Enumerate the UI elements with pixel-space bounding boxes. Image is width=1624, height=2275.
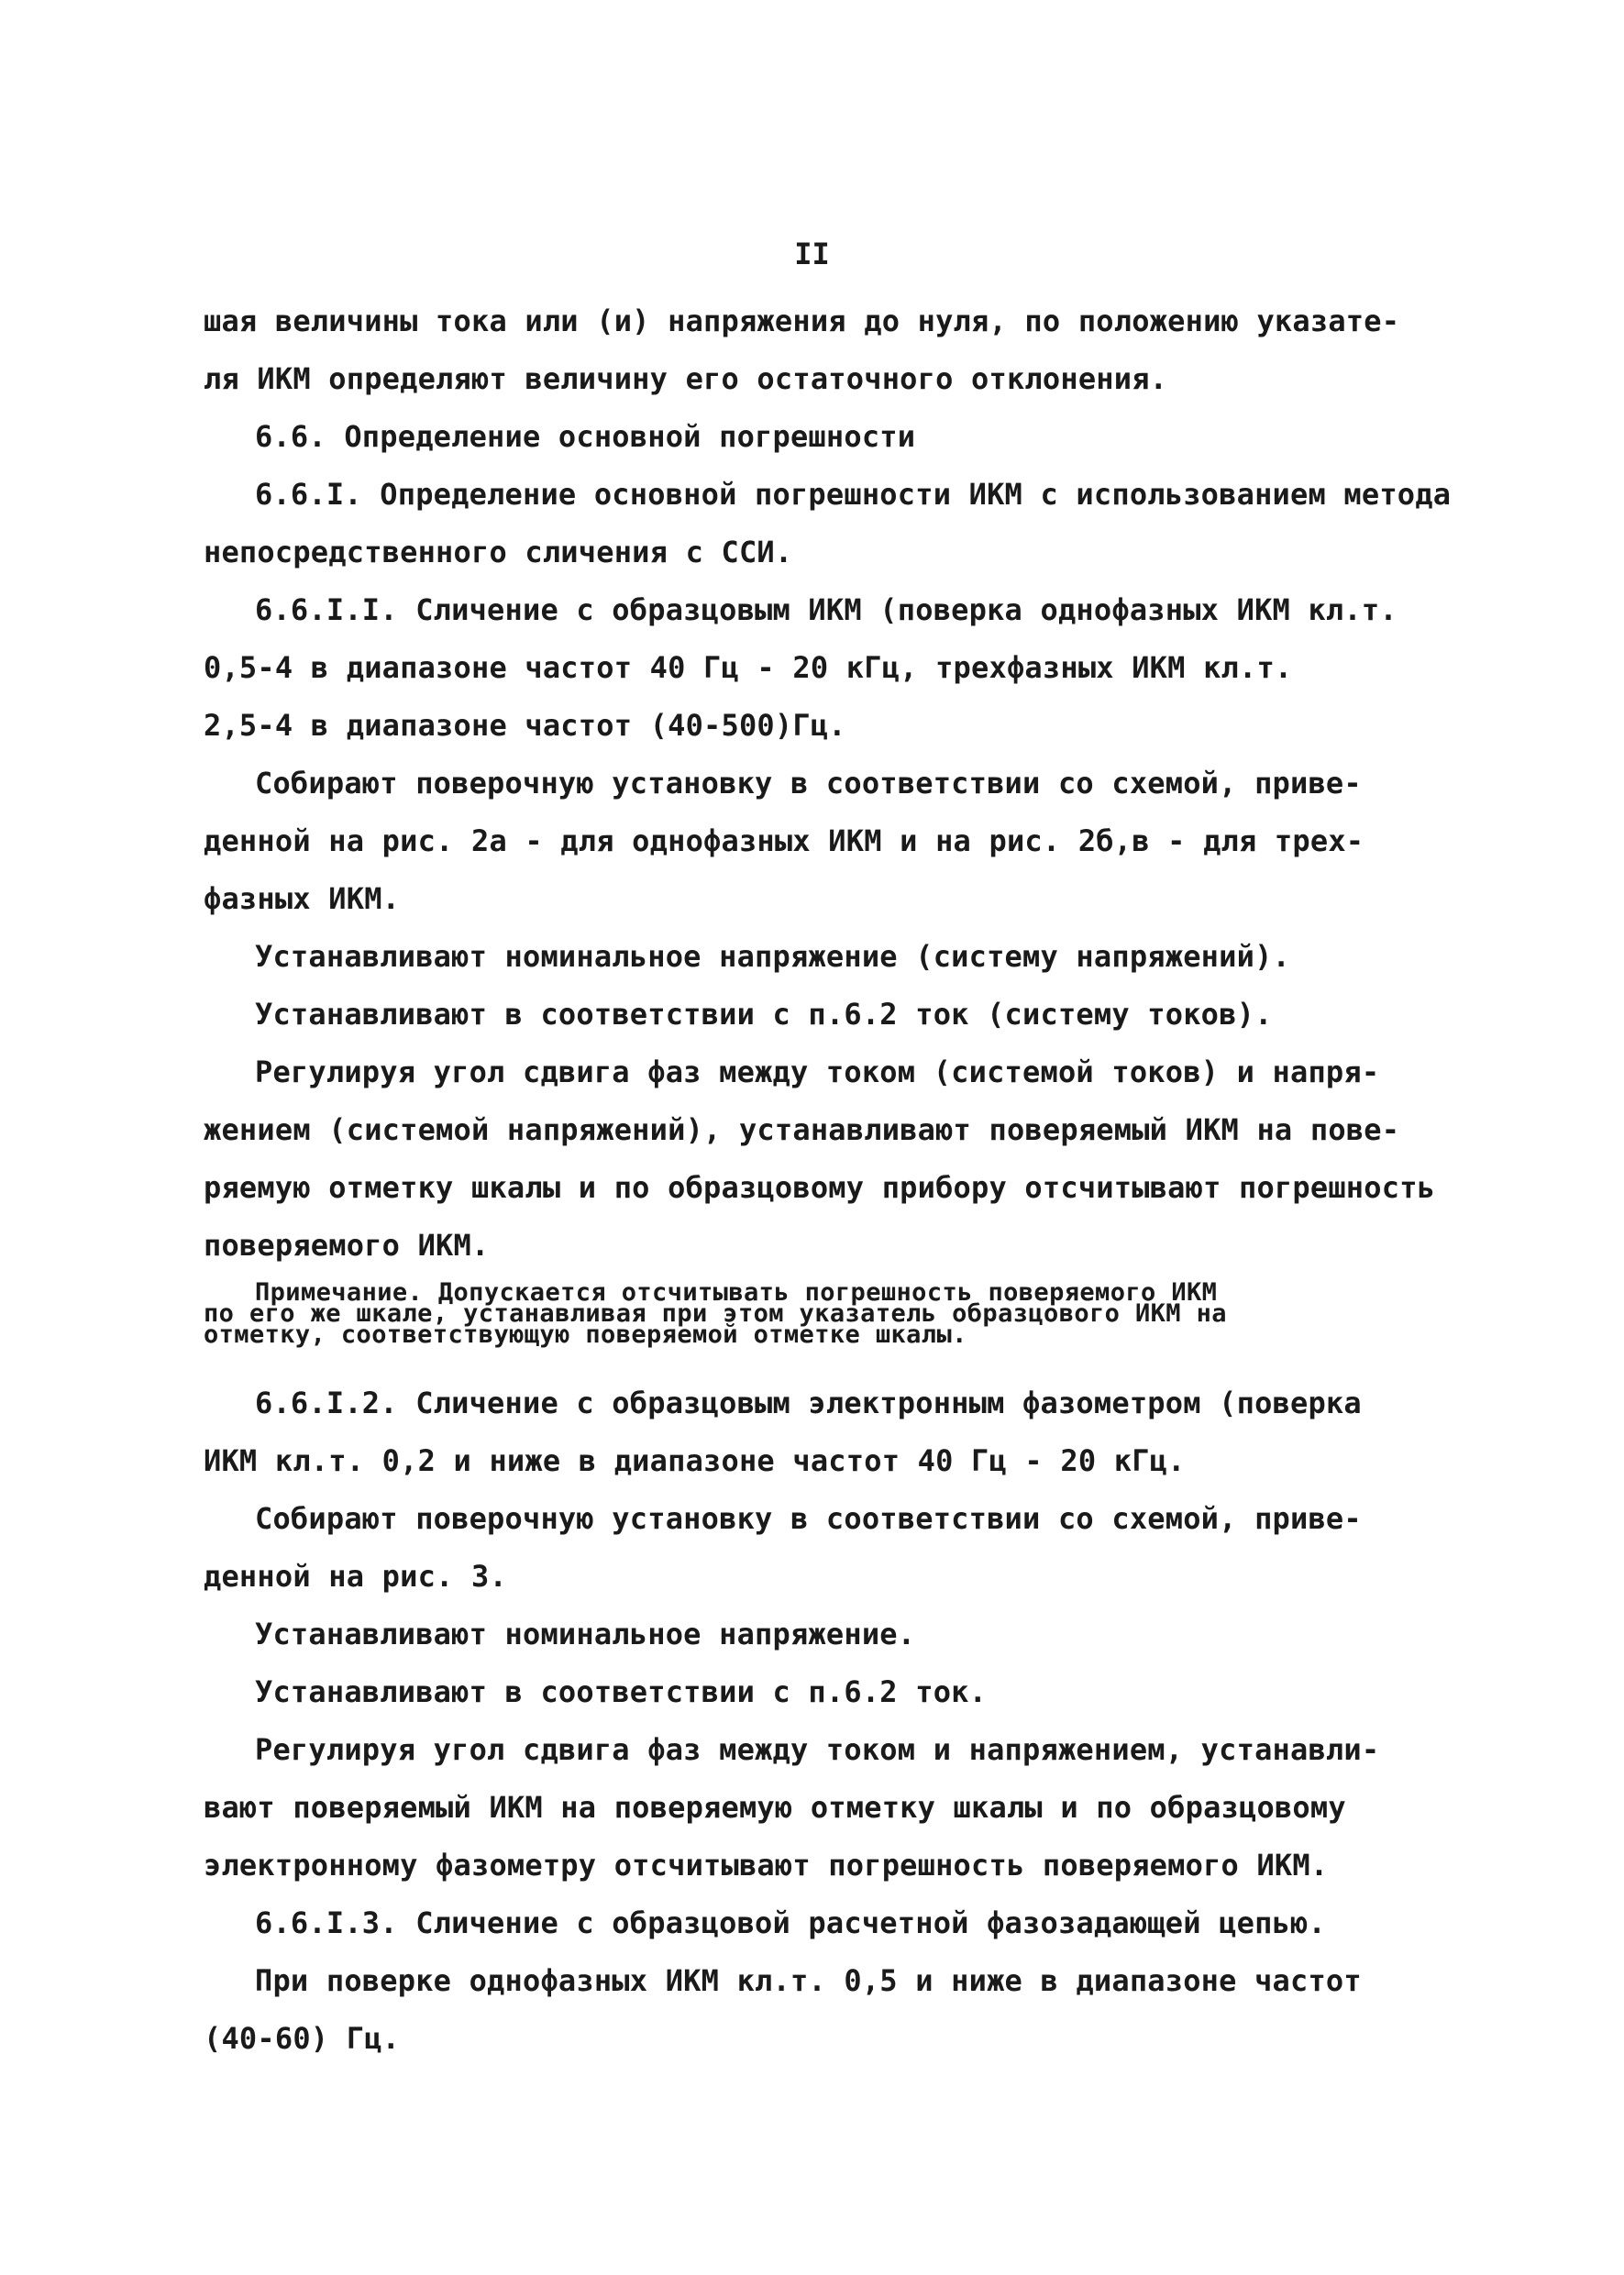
text-line: ИКМ кл.т. 0,2 и ниже в диапазоне частот 40 Гц - 20 кГц.: [204, 1443, 1186, 1478]
note-line: отметку, соответствующую поверяемой отметке шкалы.: [204, 1320, 967, 1349]
text-line: электронному фазометру отсчитывают погрешность поверяемого ИКМ.: [204, 1848, 1329, 1883]
text-line: ряемую отметку шкалы и по образцовому прибору отсчитывают погрешность: [204, 1170, 1436, 1205]
text-line: Регулируя угол сдвига фаз между током (системой токов) и напря-: [255, 1055, 1380, 1089]
text-line: вают поверяемый ИКМ на поверяемую отметку шкалы и по образцовому: [204, 1790, 1346, 1825]
subsection-heading: 6.6.I.3. Сличение с образцовой расчетной фазозадающей цепью.: [255, 1905, 1326, 1940]
text-line: Устанавливают номинальное напряжение (систему напряжений).: [255, 939, 1291, 974]
text-line: Собирают поверочную установку в соответствии со схемой, приве-: [255, 1501, 1362, 1536]
text-line: 2,5-4 в диапазоне частот (40-500)Гц.: [204, 708, 846, 743]
note-line: по его же шкале, устанавливая при этом указатель образцового ИКМ на: [204, 1299, 1227, 1328]
text-line: При поверке однофазных ИКМ кл.т. 0,5 и ниже в диапазоне частот: [255, 1963, 1362, 1998]
subsection-heading: 6.6.I.I. Сличение с образцовым ИКМ (поверка однофазных ИКМ кл.т.: [255, 592, 1398, 627]
text-line: фазных ИКМ.: [204, 881, 401, 916]
subsection-heading: 6.6.I. Определение основной погрешности ИКМ с использованием метода: [255, 477, 1452, 512]
page-number: II: [794, 237, 830, 271]
text-line: 0,5-4 в диапазоне частот 40 Гц - 20 кГц, трехфазных ИКМ кл.т.: [204, 650, 1293, 685]
text-line: жением (системой напряжений), устанавливают поверяемый ИКМ на пове-: [204, 1112, 1400, 1147]
text-line: ля ИКМ определяют величину его остаточного отклонения.: [204, 361, 1168, 396]
subsection-heading: 6.6.I.2. Сличение с образцовым электронным фазометром (поверка: [255, 1386, 1362, 1420]
text-line: (40-60) Гц.: [204, 2021, 401, 2056]
text-line: денной на рис. 2а - для однофазных ИКМ и на рис. 2б,в - для трех-: [204, 823, 1364, 858]
text-line: Устанавливают номинальное напряжение.: [255, 1617, 916, 1651]
text-line: поверяемого ИКМ.: [204, 1228, 490, 1263]
text-line: Устанавливают в соответствии с п.6.2 ток.: [255, 1674, 988, 1709]
text-line: непосредственного сличения с ССИ.: [204, 535, 793, 569]
text-line: денной на рис. 3.: [204, 1559, 507, 1594]
text-line: Устанавливают в соответствии с п.6.2 ток (систему токов).: [255, 997, 1273, 1032]
text-line: Регулируя угол сдвига фаз между током и напряжением, устанавли-: [255, 1732, 1380, 1767]
note-line: Примечание. Допускается отсчитывать погрешность поверяемого ИКМ: [255, 1278, 1218, 1307]
text-line: Собирают поверочную установку в соответствии со схемой, приве-: [255, 766, 1362, 801]
text-line: шая величины тока или (и) напряжения до нуля, по положению указате-: [204, 304, 1400, 338]
section-heading: 6.6. Определение основной погрешности: [255, 419, 916, 454]
